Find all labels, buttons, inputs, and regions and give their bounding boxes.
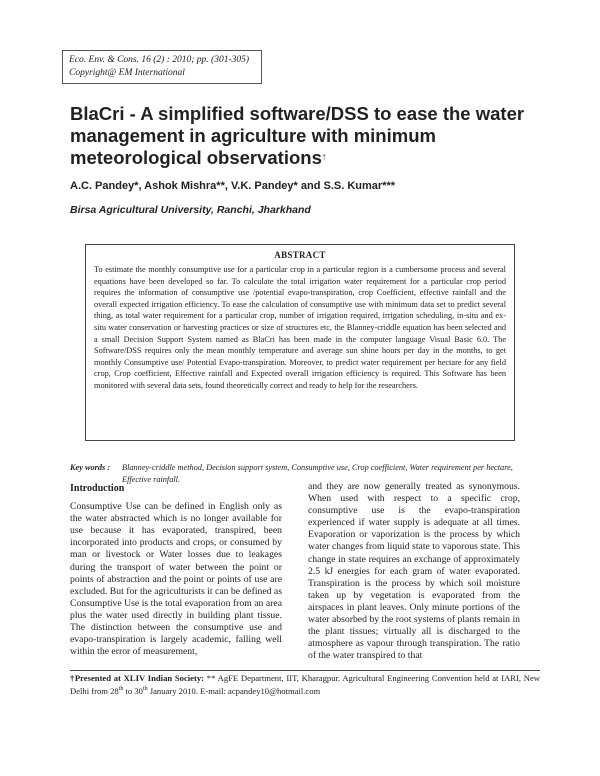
intro-paragraph-left: Consumptive Use can be defined in English only as the water abstracted which is no longer available for use because it has evaporated, transpired, been incorporated into products and crops, or consumed by man or livestock or Water losses due to leakages during the transport of water between the point or points of abstraction and the point or points of use are excluded. But for the agriculturists it can be defined as Consumptive Use is the total evaporation from an area plus the water used directly in building plant tissue. The distinction between the consumptive use and evapo-transpiration is largely academic, falling well within the error of measurement, bbox=[70, 501, 282, 658]
footnote-divider bbox=[70, 670, 540, 671]
abstract-box bbox=[85, 244, 515, 441]
footnote-text-1: ** AgFE Department, IIT, Kharagpur. Agricultural Engineering Convention held at IARI, New Delhi from 28 bbox=[70, 673, 540, 696]
column-right bbox=[308, 481, 520, 662]
paper-title-block bbox=[70, 103, 540, 169]
footnote-text-2: to 30 bbox=[123, 685, 143, 696]
title-footnote-mark: † bbox=[321, 153, 327, 162]
footnote-sup-2: th bbox=[142, 686, 148, 692]
column-left bbox=[70, 483, 282, 658]
journal-citation: Eco. Env. & Cons. 16 (2) : 2010; pp. (301-305) bbox=[69, 55, 250, 65]
footnote-sup-1: th bbox=[118, 686, 124, 692]
paper-title: BlaCri - A simplified software/DSS to ease the water management in agriculture with minimum meteorological observations bbox=[70, 103, 525, 168]
intro-paragraph-right: and they are now generally treated as synonymous. When used with respect to a specific crop, consumptive use is the evapo-transpiration experienced if water supply is adequate at all times. Evaporation or vaporization is the process by which water changes from liquid state to vaporous state. This change in state requires an exchange of approximately 2.5 kJ energies for each gram of water evaporated. Transpiration is the process by which soil moisture taken up by vegetation is evaporated from the airspaces in plant leaves. Only minute portions of the water absorbed by the root systems of plants remain in the plant tissues; virtually all is discharged to the atmosphere as vapour through transpiration. The ratio of the water transpired to that bbox=[308, 481, 520, 662]
journal-citation-box bbox=[62, 50, 262, 84]
abstract-heading: ABSTRACT bbox=[274, 250, 326, 260]
journal-copyright: Copyright@ EM International bbox=[69, 68, 185, 78]
abstract-text: To estimate the monthly consumptive use for a particular crop in a particular region is a cumbersome process and several equations have been developed so far. To calculate the total irrigation water requirement for a particular crop period requires the information of consumptive use /potential evapo-transpiration, crop Coefficient, effective rainfall and the overall expected irrigation efficiency. To ease the calculation of consumptive use with minimum data set to predict several thing, as total water requirement for a particular crop, number of irrigation required, irrigation scheduling, in-situ and ex-situ water conservation or harvesting practices or size of structures etc, the Blanney-criddle equation has been selected and a small Decision Support System named as BlaCri has been made in the computer language Visual Basic 6.0. The Software/DSS requires only the mean monthly temperature and average sun shine hours per day in the months, to get monthly Consumptive use/ Potential Evapo-transpiration. Moreover, to predict water requirement per hectare for any field crop, Crop coefficient, Effective rainfall and Expected overall irrigation efficiency is required. This Software has been monitored with several data sets, found theoretically correct and ready to help for the researchers. bbox=[94, 265, 506, 390]
affiliation: Birsa Agricultural University, Ranchi, Jharkhand bbox=[70, 204, 311, 216]
keywords-text: Blanney-criddle method, Decision support system, Consumptive use, Crop coefficient, Water requirement per hectare, Effective rainfall. bbox=[122, 463, 513, 484]
keywords-label: Key words : bbox=[70, 463, 111, 472]
footnote bbox=[70, 673, 540, 697]
section-heading-introduction: Introduction bbox=[70, 483, 125, 494]
authors: A.C. Pandey*, Ashok Mishra**, V.K. Pandey* and S.S. Kumar*** bbox=[70, 180, 396, 192]
footnote-text-3: January 2010. E-mail: acpandey10@hotmail.com bbox=[147, 685, 321, 696]
footnote-presented: †Presented at XLIV Indian Society: bbox=[70, 673, 205, 683]
